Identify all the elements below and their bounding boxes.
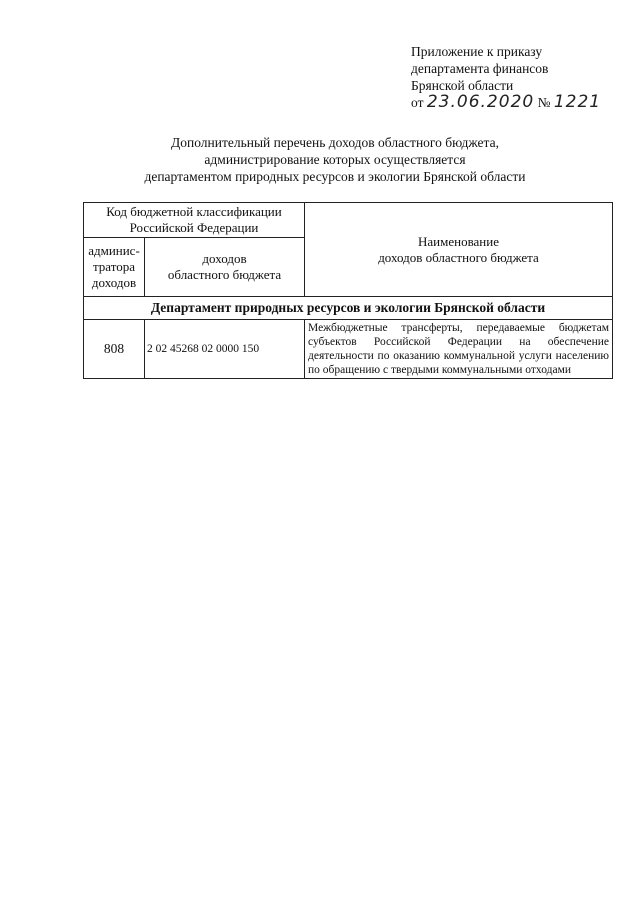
header-income-name: Наименование доходов областного бюджета [305, 203, 613, 297]
title-line: администрирование которых осуществляется [204, 152, 466, 167]
cell-income-code: 2 02 45268 02 0000 150 [145, 320, 305, 379]
appendix-line: департамента финансов [411, 61, 549, 76]
income-table [83, 202, 613, 379]
header-administrator: админис- тратора доходов [84, 238, 145, 297]
date-prefix: от [411, 95, 424, 110]
appendix-line: Брянской области [411, 78, 514, 93]
header-regional-income: доходов областного бюджета [145, 238, 305, 297]
section-row [84, 297, 613, 320]
cell-administrator-code: 808 [84, 320, 145, 379]
header-classification-code: Код бюджетной классификации Российской Федерации [84, 203, 305, 238]
document-title [100, 134, 570, 185]
appendix-block [411, 43, 601, 111]
handwritten-date: 23.06.2020 [426, 92, 535, 112]
handwritten-number: 1221 [553, 92, 602, 112]
appendix-date-line [411, 94, 601, 111]
title-line: департаментом природных ресурсов и экологии Брянской области [144, 169, 526, 184]
table-row [84, 320, 613, 379]
section-title: Департамент природных ресурсов и экологии Брянской области [84, 297, 613, 320]
title-line: Дополнительный перечень доходов областного бюджета, [171, 135, 499, 150]
table-header-row [84, 203, 613, 238]
number-prefix: № [537, 95, 551, 110]
appendix-line: Приложение к приказу [411, 44, 543, 59]
cell-income-name: Межбюджетные трансферты, передаваемые бюджетам субъектов Российской Федерации на обеспечение деятельности по оказанию коммунальной услуги населению по обращению с твердыми коммунальными отходами [305, 320, 613, 379]
